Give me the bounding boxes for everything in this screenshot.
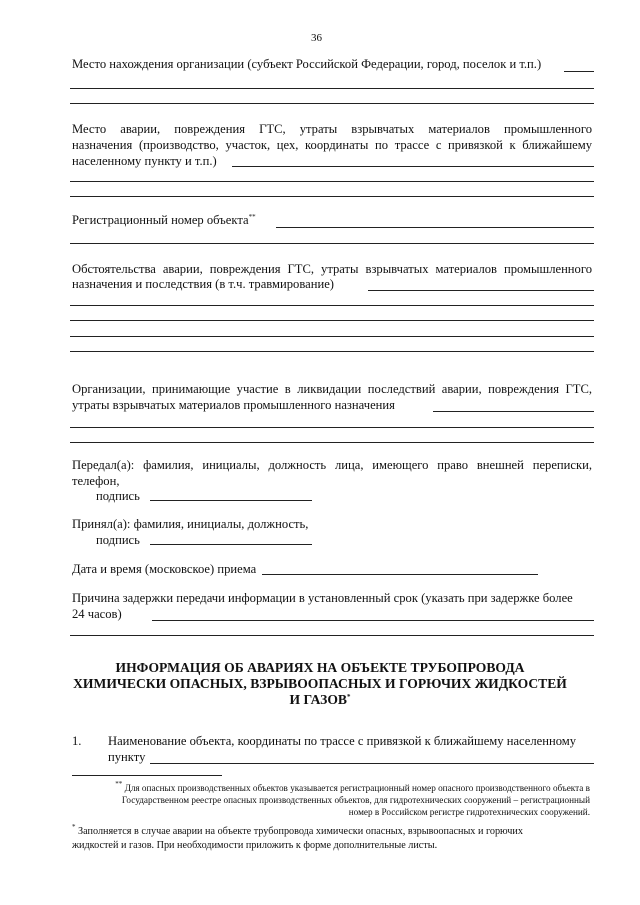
accident-place-line3: населенному пункту и т.п.): [72, 154, 217, 168]
organizations-field-inline[interactable]: [433, 411, 594, 412]
item1-number: 1.: [72, 734, 82, 748]
circumstances-field-inline[interactable]: [368, 290, 594, 291]
received-signature-field[interactable]: [150, 544, 312, 545]
reg-number-field[interactable]: [276, 227, 594, 228]
footnote-double-mark: **: [115, 780, 123, 788]
accident-place-field-inline[interactable]: [232, 166, 594, 167]
footnote-double-line2: Государственном реестре опасных производственных объектов, для гидротехнических сооружений – регистрационный: [121, 795, 590, 805]
received-line1: Принял(а): фамилия, инициалы, должность,: [72, 517, 309, 531]
accident-place-line1: Место аварии, повреждения ГТС, утраты взрывчатых материалов промышленного: [72, 122, 592, 136]
section-title-line1: ИНФОРМАЦИЯ ОБ АВАРИЯХ НА ОБЪЕКТЕ ТРУБОПРОВОДА: [115, 660, 525, 675]
datetime-label: Дата и время (московское) приема: [72, 562, 257, 576]
footnote-single-line1: * Заполняется в случае аварии на объекте трубопровода химически опасных, взрывоопасных и горючих: [72, 823, 523, 837]
page-number: 36: [311, 32, 322, 44]
accident-place-line2: назначения (производство, участок, цех, координаты по трассе с привязкой к ближайшему: [72, 138, 592, 152]
item1-line1: Наименование объекта, координаты по трассе с привязкой к ближайшему населенному: [108, 734, 577, 748]
delay-field-1[interactable]: [70, 635, 594, 636]
circumstances-line2: назначения и последствия (в т.ч. травмирование): [72, 277, 334, 291]
section-title-footnote-mark: *: [346, 693, 351, 701]
reg-number-footnote-mark: **: [248, 213, 256, 221]
footnote-double-line1: ** Для опасных производственных объектов указывается регистрационный номер опасного производственного объекта в: [115, 780, 590, 793]
accident-place-field-2[interactable]: [70, 196, 594, 197]
org-location-field-inline[interactable]: [564, 71, 594, 72]
transmitted-line1: Передал(а): фамилия, инициалы, должность лица, имеющего право внешней переписки,: [72, 458, 592, 472]
transmitted-line2: телефон,: [72, 474, 120, 488]
section-title-line3: И ГАЗОВ*: [289, 692, 351, 707]
organizations-line2: утраты взрывчатых материалов промышленного назначения: [72, 398, 395, 412]
org-location-field-1[interactable]: [70, 88, 594, 89]
circumstances-field-2[interactable]: [70, 320, 594, 321]
organizations-field-1[interactable]: [70, 427, 594, 428]
organizations-field-2[interactable]: [70, 442, 594, 443]
footnote-separator: [72, 775, 222, 776]
section-title-line2: ХИМИЧЕСКИ ОПАСНЫХ, ВЗРЫВООПАСНЫХ И ГОРЮЧИХ ЖИДКОСТЕЙ: [73, 676, 567, 691]
organizations-line1: Организации, принимающие участие в ликвидации последствий аварии, повреждения ГТС,: [72, 382, 592, 396]
delay-field-inline[interactable]: [152, 620, 594, 621]
item1-line2: пункту: [108, 750, 146, 764]
footnote-double-line3: номер в Российском регистре гидротехнических сооружений.: [348, 807, 590, 817]
datetime-field[interactable]: [262, 574, 538, 575]
circumstances-field-4[interactable]: [70, 351, 594, 352]
circumstances-field-3[interactable]: [70, 336, 594, 337]
item1-field[interactable]: [150, 763, 594, 764]
transmitted-sign-label: подпись: [96, 489, 140, 503]
received-sign-label: подпись: [96, 533, 140, 547]
circumstances-line1: Обстоятельства аварии, повреждения ГТС, утраты взрывчатых материалов промышленного: [72, 262, 592, 276]
footnote-single-line2: жидкостей и газов. При необходимости приложить к форме дополнительные листы.: [72, 840, 438, 851]
transmitted-signature-field[interactable]: [150, 500, 312, 501]
reg-number-field-2[interactable]: [70, 243, 594, 244]
delay-line2: 24 часов): [72, 607, 122, 621]
accident-place-field-1[interactable]: [70, 181, 594, 182]
reg-number-label: Регистрационный номер объекта**: [72, 213, 256, 227]
circumstances-field-1[interactable]: [70, 305, 594, 306]
org-location-label: Место нахождения организации (субъект Российской Федерации, город, поселок и т.п.): [72, 57, 542, 71]
delay-line1: Причина задержки передачи информации в установленный срок (указать при задержке более: [72, 591, 573, 605]
org-location-field-2[interactable]: [70, 103, 594, 104]
footnote-single-mark: *: [72, 823, 76, 831]
